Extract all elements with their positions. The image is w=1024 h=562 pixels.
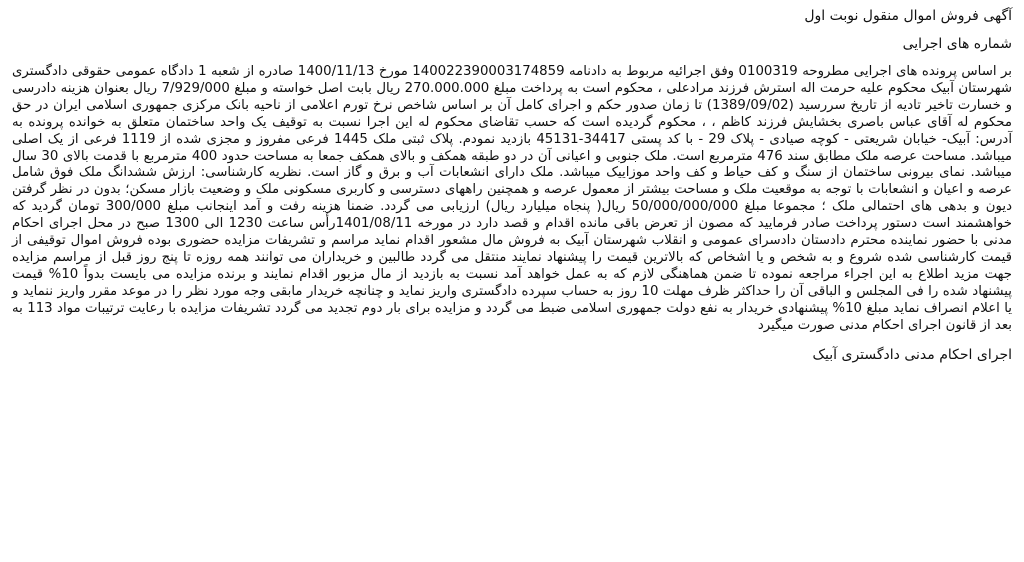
notice-subtitle: شماره های اجرایی	[902, 36, 1012, 52]
notice-title: آگهی فروش اموال منقول نوبت اول	[804, 8, 1012, 24]
notice-signature: اجرای احکام مدنی دادگستری آبیک	[812, 346, 1012, 363]
notice-body: بر اساس پرونده های اجرایی مطروحه 0100319 وفق اجرائیه مربوط به دادنامه 140022390003174859 مورخ 1400/11/13 صادره از شعبه 1 دادگاه عمومی حقوقی دادگستری شهرستان آبیک محکوم علیه حرمت اله استرش فرزند مرادعلی ، محکوم است به پرداخت مبلغ 270.000.000 ریال بابت اصل خواسته و مبلغ 7/929/000 ریال بعنوان هزینه دادرسی و خسارت تاخیر تادیه از تاریخ سررسید (1389/09/02) تا زمان صدور حکم و اجرای کامل آن بر اساس شاخص نرخ تورم اعلامی از ناحیه بانک مرکزی جمهوری اسلامی ایران در حق محکوم له آقای عباس باصری بخشایش فرزند کاظم ، ، محکوم گردیده است که حسب تقاضای محکوم له این اجرا نسبت به توقیف یک واحد ساختمان متعلق به خوانده پرونده به آدرس: آبیک- خیابان شریعتی - کوچه صیادی - پلاک 29 - با کد پستی 34417-45131 بازدید نمودم. پلاک ثبتی ملک 1445 فرعی مفروز و مجزی شده از 1119 فرعی از یک اصلی میباشد. مساحت عرصه ملک مطابق سند 476 مترمربع است. ملک جنوبی و اعیانی آن در دو طبقه همکف و بالای همکف جمعا به مساحت حدود 400 مترمربع با قدمت بالای 30 سال میباشد. نمای بیرونی ساختمان از سنگ و کف حیاط و کف واحد موزاییک میباشد. ملک دارای انشعابات آب و برق و گاز است. نظریه کارشناسی: ارزش ششدانگ ملک فوق شامل عرصه و اعیان و انشعابات با توجه به موقعیت ملک و مساحت بیشتر از معمول عرصه و همچنین راههای دسترسی و کاربری مسکونی ملک و وضعیت بازار مسکن؛ بدون در نظر گرفتن دیون و بدهی های احتمالی ملک ؛ مجموعا مبلغ 50/000/000/000 ریال( پنجاه میلیارد ریال) ارزیابی می گردد. ضمنا هزینه رفت و آمد اینجانب مبلغ 300/000 تومان گردید که خواهشمند است دستور پرداخت صادر فرمایید که مصون از تعرض باقی مانده اقدام و قصد دارد در مورخه 1401/08/11رأس ساعت 1230 الی 1300 صبح در محل اجرای احکام مدنی با حضور نماینده محترم دادستان دادسرای عمومی و انقلاب شهرستان آبیک به فروش مال مشعور اقدام نماید مراسم و تشریفات مزایده حضوری بوده فروش اموال توقیفی از قیمت کارشناسی شده شروع و به شخص و یا اشخاص که بالاترین قیمت را پیشنهاد نمایند منتقل می گردد طالبین و خریداران می توانند همه روزه تا پنج روز قبل از مراسم مزایده جهت مزید اطلاع به این اجراء مراجعه نموده تا ضمن هماهنگی لازم که به عمل خواهد آمد نسبت به بازدید از مال مزبور اقدام نمایند و برنده مزایده می بایست بدواً 10% قیمت پیشنهاد شده را فی المجلس و الباقی آن را حداکثر ظرف مهلت 10 روز به حساب سپرده دادگستری واریز نماید و چنانچه خریدار مابقی وجه مورد نظر را در موعد مقرر واریز ننماید و یا اعلام انصراف نماید مبلغ 10% پیشنهادی خریدار به نفع دولت جمهوری اسلامی ضبط می گردد و مزایده برای بار دوم تجدید می گردد تشریفات مزایده با رعایت ترتیبات مواد 113 به بعد از قانون اجرای احکام مدنی صورت میگیرد	[12, 64, 1013, 333]
